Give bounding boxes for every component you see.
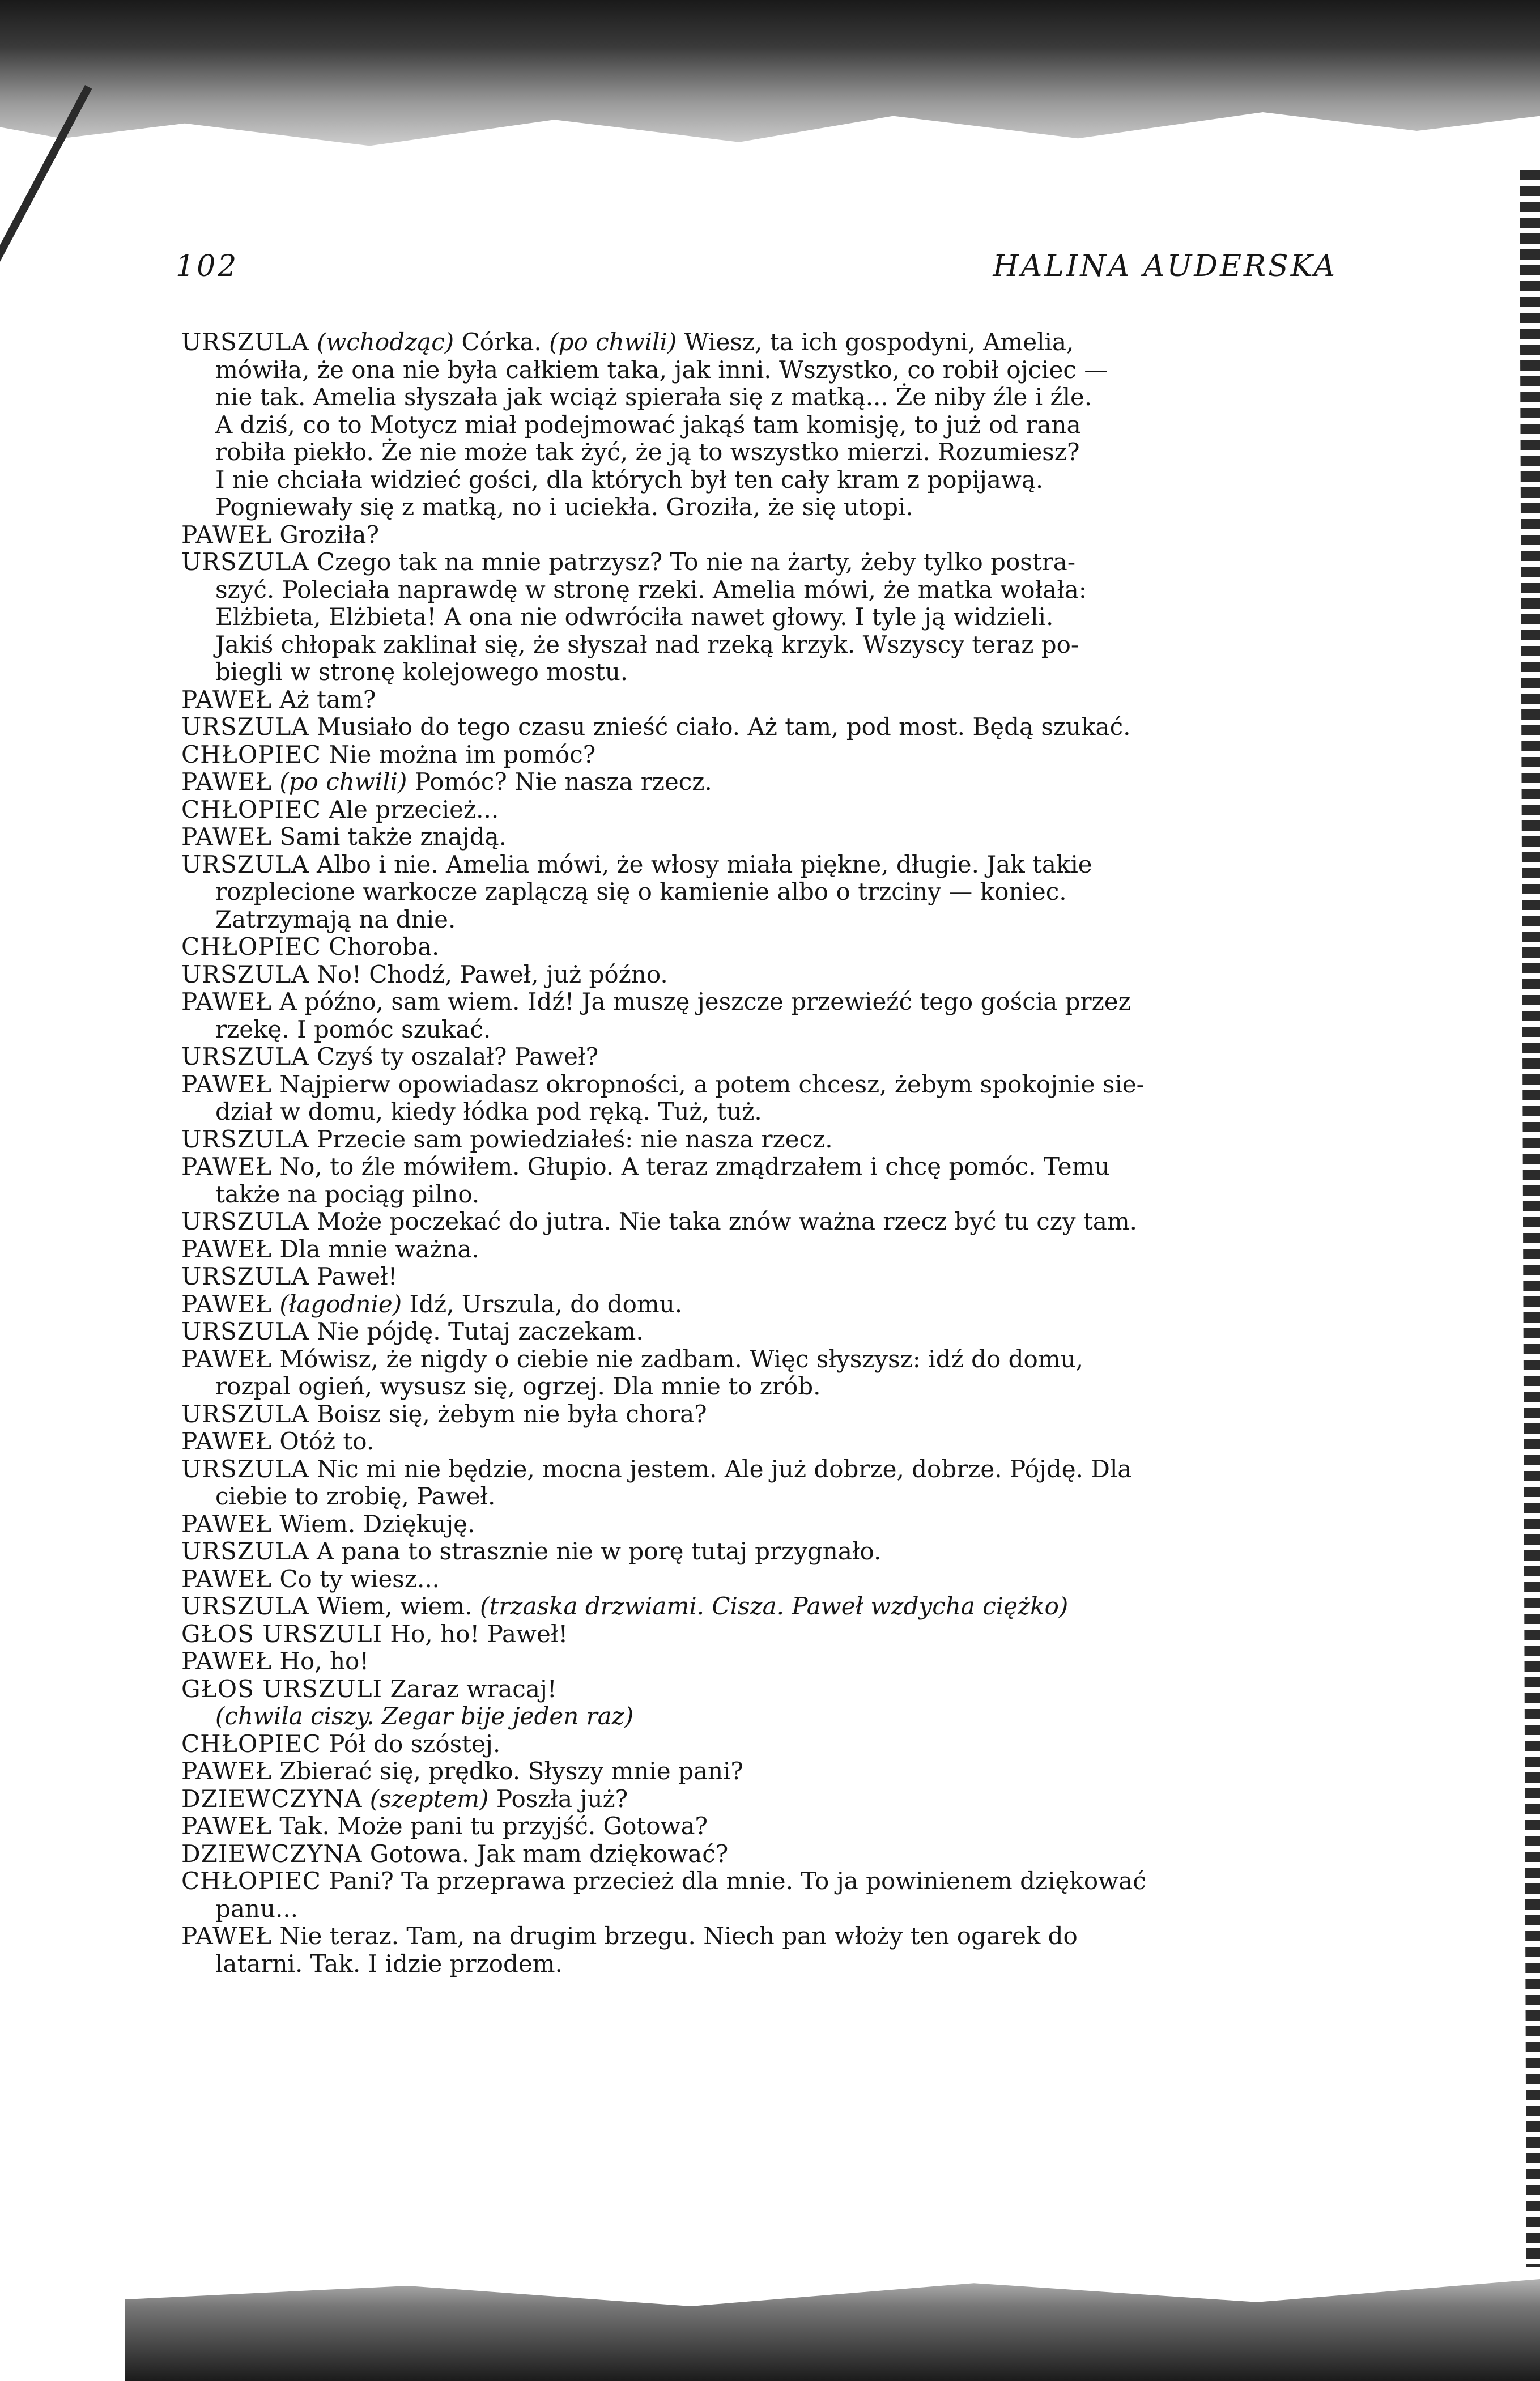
text-line (181, 329, 1365, 356)
line-text: Wiem. Dziękuję. (279, 1510, 475, 1538)
text-line (181, 1895, 1365, 1923)
speaker-name: URSZULA (181, 1537, 309, 1565)
line-text: Pół do szóstej. (329, 1729, 501, 1758)
line-text: Przecie sam powiedziałeś: nie nasza rzecz. (316, 1125, 833, 1153)
speaker-name: DZIEWCZYNA (181, 1784, 363, 1813)
line-text: Poszła już? (496, 1784, 628, 1813)
line-text: Paweł! (316, 1262, 398, 1290)
text-line (181, 1346, 1365, 1374)
line-text: Idź, Urszula, do domu. (409, 1290, 683, 1318)
line-text: Nie pójdę. Tutaj zaczekam. (316, 1317, 644, 1345)
line-text: Nie można im pomóc? (329, 740, 596, 768)
text-line (181, 1648, 1365, 1676)
page-number: 102 (176, 249, 239, 283)
text-line (181, 603, 1365, 631)
text-line (181, 466, 1365, 494)
text-line (181, 1676, 1365, 1703)
text-line (181, 356, 1365, 384)
text-line (181, 1483, 1365, 1511)
scan-shadow-top (0, 0, 1540, 187)
text-line (181, 1813, 1365, 1840)
line-text: Aż tam? (279, 685, 376, 713)
text-line (181, 494, 1365, 521)
text-line (181, 1373, 1365, 1401)
speaker-name: URSZULA (181, 328, 309, 356)
text-line (181, 576, 1365, 604)
speaker-name: URSZULA (181, 1592, 309, 1620)
line-text: No, to źle mówiłem. Głupio. A teraz zmądrzałem i chcę pomóc. Temu (279, 1153, 1110, 1180)
stage-direction: (szeptem) (369, 1784, 489, 1813)
speaker-name: CHŁOPIEC (181, 933, 321, 960)
line-text: Elżbieta, Elżbieta! A ona nie odwróciła nawet głowy. I tyle ją widzieli. (215, 603, 1054, 631)
text-line (181, 521, 1365, 549)
text-line (181, 906, 1365, 934)
speaker-name: URSZULA (181, 1207, 309, 1235)
line-text: Zaraz wracaj! (390, 1674, 557, 1703)
text-line (181, 1318, 1365, 1346)
line-text: Boisz się, żebym nie była chora? (316, 1400, 707, 1428)
text-line (181, 1621, 1365, 1648)
text-line (181, 1181, 1365, 1209)
line-text: Nic mi nie będzie, mocna jestem. Ale już dobrze, dobrze. Pójdę. Dla (316, 1455, 1132, 1483)
stage-direction: (po chwili) (279, 768, 407, 796)
text-line (181, 1840, 1365, 1868)
text-line (181, 1785, 1365, 1813)
speaker-name: URSZULA (181, 713, 309, 741)
text-line (181, 1236, 1365, 1264)
line-text: rzekę. I pomóc szukać. (215, 1015, 491, 1043)
line-text: mówiła, że ona nie była całkiem taka, jak inni. Wszystko, co robił ojciec — (215, 355, 1108, 384)
speaker-name: URSZULA (181, 1043, 309, 1070)
author-name: HALINA AUDERSKA (993, 249, 1337, 283)
line-text: Tak. Może pani tu przyjść. Gotowa? (279, 1812, 708, 1840)
speaker-name: URSZULA (181, 1455, 309, 1483)
text-line (181, 1923, 1365, 1950)
speaker-name: URSZULA (181, 1262, 309, 1290)
line-text: Sami także znajdą. (279, 823, 507, 851)
text-line (181, 768, 1365, 796)
speaker-name: URSZULA (181, 850, 309, 878)
line-text: Może poczekać do jutra. Nie taka znów ważna rzecz być tu czy tam. (316, 1207, 1138, 1235)
line-text: nie tak. Amelia słyszała jak wciąż spierała się z matką... Że niby źle i źle. (215, 383, 1092, 411)
line-text: latarni. Tak. I idzie przodem. (215, 1949, 563, 1978)
speaker-name: CHŁOPIEC (181, 1729, 321, 1758)
text-line (181, 988, 1365, 1016)
text-line (181, 1098, 1365, 1126)
text-line (181, 1758, 1365, 1785)
speaker-name: URSZULA (181, 548, 309, 576)
text-line (181, 384, 1365, 411)
line-text: Jakiś chłopak zaklinał się, że słyszał nad rzeką krzyk. Wszyscy teraz po- (215, 630, 1079, 658)
stage-direction: (wchodząc) (316, 328, 454, 356)
line-text: biegli w stronę kolejowego mostu. (215, 658, 628, 686)
stage-direction: (trzaska drzwiami. Cisza. Paweł wzdycha ciężko) (479, 1592, 1069, 1620)
speaker-name: GŁOS URSZULI (181, 1619, 383, 1648)
speaker-name: PAWEŁ (181, 1070, 272, 1098)
speaker-name: PAWEŁ (181, 1564, 272, 1593)
text-line (181, 1263, 1365, 1291)
line-text: także na pociąg pilno. (215, 1180, 480, 1208)
speaker-name: CHŁOPIEC (181, 740, 321, 768)
line-text: Choroba. (329, 933, 440, 960)
line-text: Co ty wiesz... (279, 1564, 440, 1593)
line-text: Nie teraz. Tam, na drugim brzegu. Niech pan włoży ten ogarek do (279, 1922, 1078, 1950)
line-text: A pana to strasznie nie w porę tutaj przygnało. (316, 1537, 882, 1565)
speaker-name: PAWEŁ (181, 1922, 272, 1950)
text-line (181, 1208, 1365, 1236)
line-text: Ho, ho! Paweł! (390, 1619, 568, 1648)
text-line (181, 741, 1365, 769)
text-line (181, 851, 1365, 879)
dialogue-text (181, 329, 1365, 1978)
text-line (181, 631, 1365, 659)
text-line (181, 1703, 1365, 1731)
speaker-name: PAWEŁ (181, 685, 272, 713)
text-line (181, 1401, 1365, 1428)
speaker-name: PAWEŁ (181, 1757, 272, 1785)
text-line (181, 1291, 1365, 1319)
text-line (181, 1566, 1365, 1593)
text-line (181, 1016, 1365, 1044)
text-line (181, 823, 1365, 851)
line-text: Albo i nie. Amelia mówi, że włosy miała piękne, długie. Jak takie (316, 850, 1092, 878)
speaker-name: PAWEŁ (181, 768, 272, 796)
text-line (181, 1538, 1365, 1566)
speaker-name: CHŁOPIEC (181, 795, 321, 823)
speaker-name: PAWEŁ (181, 520, 272, 549)
text-line (181, 1950, 1365, 1978)
line-text: ciebie to zrobię, Paweł. (215, 1482, 496, 1510)
line-text: A późno, sam wiem. Idź! Ja muszę jeszcze przewieźć tego gościa przez (279, 988, 1131, 1015)
text-line (181, 1511, 1365, 1538)
text-line (181, 878, 1365, 906)
text-line (181, 1043, 1365, 1071)
text-line (181, 933, 1365, 961)
text-line (181, 439, 1365, 466)
line-text: Czego tak na mnie patrzysz? To nie na żarty, żeby tylko postra- (316, 548, 1076, 576)
text-line (181, 658, 1365, 686)
speaker-name: CHŁOPIEC (181, 1867, 321, 1895)
line-text: Pani? Ta przeprawa przecież dla mnie. To ja powinienem dziękować (329, 1867, 1146, 1895)
text-line (181, 1456, 1365, 1483)
line-text: Zbierać się, prędko. Słyszy mnie pani? (279, 1757, 743, 1785)
stage-direction: (chwila ciszy. Zegar bije jeden raz) (215, 1702, 634, 1730)
text-line (181, 1071, 1365, 1099)
line-text: szyć. Poleciała naprawdę w stronę rzeki. Amelia mówi, że matka wołała: (215, 575, 1087, 603)
text-line (181, 1153, 1365, 1181)
text-line (181, 796, 1365, 824)
line-text: Ale przecież... (329, 795, 499, 823)
speaker-name: PAWEŁ (181, 988, 272, 1015)
text-line (181, 1428, 1365, 1456)
scan-shadow-bottom (125, 2245, 1540, 2381)
running-header (176, 249, 1337, 300)
text-line (181, 1593, 1365, 1621)
line-text: Gotowa. Jak mam dziękować? (369, 1839, 729, 1868)
speaker-name: GŁOS URSZULI (181, 1674, 383, 1703)
line-text: A dziś, co to Motycz miał podejmować jakąś tam komisję, to już od rana (215, 410, 1081, 439)
line-text: Wiem, wiem. (316, 1592, 473, 1620)
line-text: Ho, ho! (279, 1647, 369, 1675)
speaker-name: PAWEŁ (181, 1510, 272, 1538)
line-text: robiła piekło. Że nie może tak żyć, że ją to wszystko mierzi. Rozumiesz? (215, 438, 1080, 466)
line-text: Musiało do tego czasu znieść ciało. Aż tam, pod most. Będą szukać. (316, 713, 1131, 741)
line-text: dział w domu, kiedy łódka pod ręką. Tuż, tuż. (215, 1098, 762, 1125)
line-text: Dla mnie ważna. (279, 1235, 479, 1263)
text-line (181, 411, 1365, 439)
text-line (181, 1731, 1365, 1758)
speaker-name: PAWEŁ (181, 1427, 272, 1455)
line-text: Pomóc? Nie nasza rzecz. (414, 768, 712, 796)
line-text: rozpal ogień, wysusz się, ogrzej. Dla mnie to zrób. (215, 1372, 821, 1400)
speaker-name: URSZULA (181, 1317, 309, 1345)
scan-book-edge (1506, 170, 1540, 2267)
text-line (181, 713, 1365, 741)
speaker-name: PAWEŁ (181, 1290, 272, 1318)
line-text: No! Chodź, Paweł, już późno. (316, 960, 668, 988)
text-line (181, 1126, 1365, 1154)
stage-direction: (łagodnie) (279, 1290, 402, 1318)
speaker-name: URSZULA (181, 1125, 309, 1153)
speaker-name: PAWEŁ (181, 1812, 272, 1840)
text-line (181, 686, 1365, 714)
text-line (181, 549, 1365, 576)
line-text: Najpierw opowiadasz okropności, a potem chcesz, żebym spokojnie sie- (279, 1070, 1145, 1098)
line-text: Mówisz, że nigdy o ciebie nie zadbam. Więc słyszysz: idź do domu, (279, 1345, 1084, 1373)
line-text: rozplecione warkocze zaplączą się o kamienie albo o trzciny — koniec. (215, 878, 1067, 905)
line-text: Zatrzymają na dnie. (215, 905, 456, 933)
line-text: Otóż to. (279, 1427, 375, 1455)
line-text: Pogniewały się z matką, no i uciekła. Groziła, że się utopi. (215, 493, 913, 521)
speaker-name: PAWEŁ (181, 823, 272, 851)
speaker-name: PAWEŁ (181, 1345, 272, 1373)
speaker-name: PAWEŁ (181, 1153, 272, 1180)
speaker-name: URSZULA (181, 960, 309, 988)
text-line (181, 1868, 1365, 1895)
speaker-name: PAWEŁ (181, 1235, 272, 1263)
speaker-name: PAWEŁ (181, 1647, 272, 1675)
speaker-name: DZIEWCZYNA (181, 1839, 363, 1868)
line-text: Córka. (461, 328, 542, 356)
text-line (181, 961, 1365, 989)
line-text: panu... (215, 1894, 299, 1923)
stage-direction: (po chwili) (549, 328, 677, 356)
line-text: Czyś ty oszalał? Paweł? (316, 1043, 599, 1070)
line-text: Wiesz, ta ich gospodyni, Amelia, (684, 328, 1074, 356)
line-text: Groziła? (279, 520, 379, 549)
speaker-name: URSZULA (181, 1400, 309, 1428)
line-text: I nie chciała widzieć gości, dla których był ten cały kram z popijawą. (215, 465, 1044, 494)
